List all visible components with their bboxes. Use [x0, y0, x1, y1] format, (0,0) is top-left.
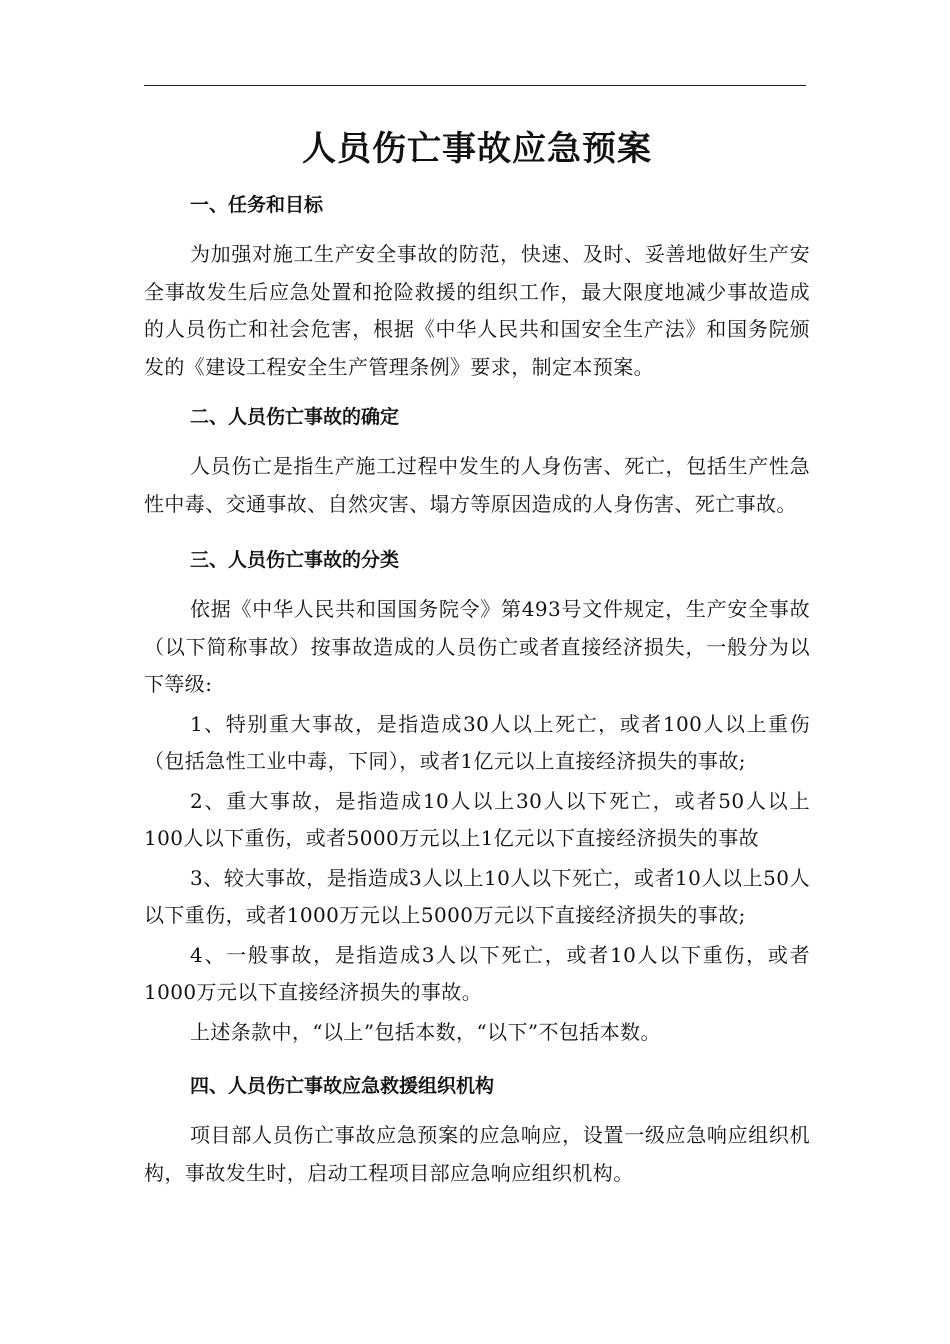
section-heading-4: 四、人员伤亡事故应急救援组织机构	[190, 1075, 495, 1097]
document-body	[144, 126, 810, 1192]
list-item: 2、重大事故，是指造成10人以上30人以下死亡，或者50人以上100人以下重伤，或者5000万元以上1亿元以下直接经济损失的事故	[144, 788, 810, 850]
list-item: 1、特别重大事故，是指造成30人以上死亡，或者100人以上重伤（包括急性工业中毒，下同），或者1亿元以上直接经济损失的事故;	[144, 711, 810, 773]
section-heading-3: 三、人员伤亡事故的分类	[190, 549, 400, 571]
paragraph: 上述条款中，“以上”包括本数，“以下”不包括本数。	[190, 1019, 661, 1044]
page-title: 人员伤亡事故应急预案	[302, 129, 652, 169]
list-item: 3、较大事故，是指造成3人以上10人以下死亡，或者10人以上50人以下重伤，或者1000万元以上5000万元以下直接经济损失的事故;	[144, 865, 810, 927]
header-rule	[144, 85, 806, 86]
section-heading-2: 二、人员伤亡事故的确定	[190, 406, 400, 428]
section-heading-1: 一、任务和目标	[190, 194, 324, 216]
paragraph: 依据《中华人民共和国国务院令》第493号文件规定，生产安全事故（以下简称事故）按事故造成的人员伤亡或者直接经济损失，一般分为以下等级:	[144, 597, 810, 696]
paragraph: 项目部人员伤亡事故应急预案的应急响应，设置一级应急响应组织机构，事故发生时，启动工程项目部应急响应组织机构。	[144, 1123, 810, 1185]
paragraph: 为加强对施工生产安全事故的防范，快速、及时、妥善地做好生产安全事故发生后应急处置和抢险救援的组织工作，最大限度地减少事故造成的人员伤亡和社会危害，根据《中华人民共和国安全生产法》和国务院颁发的《建设工程安全生产管理条例》要求，制定本预案。	[144, 242, 810, 379]
list-item: 4、一般事故，是指造成3人以下死亡，或者10人以下重伤，或者1000万元以下直接经济损失的事故。	[144, 942, 810, 1004]
paragraph: 人员伤亡是指生产施工过程中发生的人身伤害、死亡，包括生产性急性中毒、交通事故、自然灾害、塌方等原因造成的人身伤害、死亡事故。	[144, 454, 810, 516]
